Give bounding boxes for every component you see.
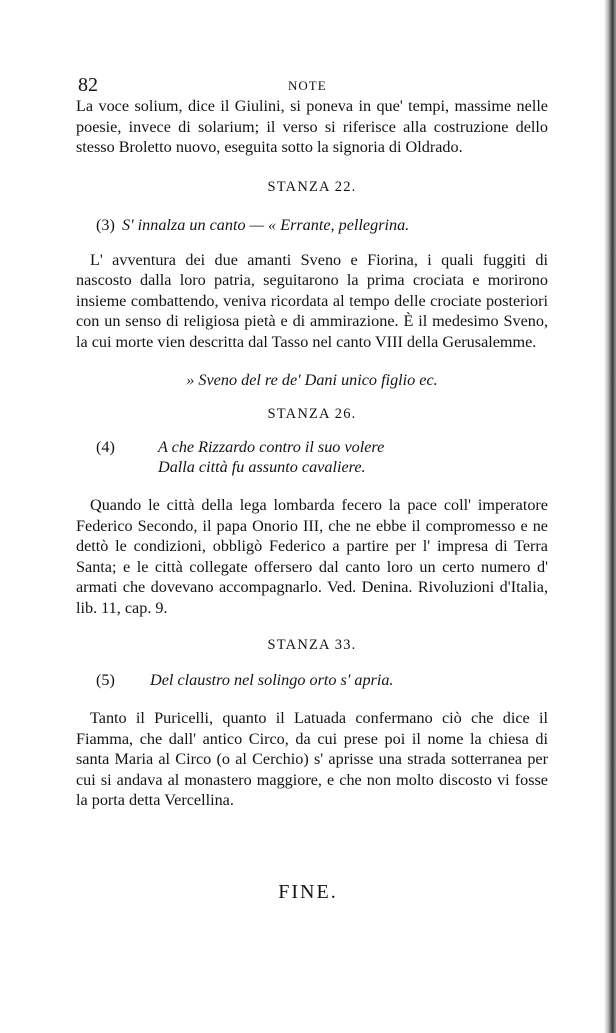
stanza-26-verse-line-2: Dalla città fu assunto cavaliere. [158, 458, 366, 476]
page-content [76, 96, 548, 811]
fine-label: FINE. [278, 881, 338, 903]
stanza-26-heading: STANZA 26. [267, 406, 357, 422]
running-title: NOTE [288, 78, 327, 93]
stanza-33-heading: STANZA 33. [267, 637, 357, 653]
stanza-26-verse [76, 437, 548, 477]
page-header [78, 74, 548, 98]
stanza-22-quote: » Sveno del re de' Dani unico figlio ec. [186, 371, 438, 389]
stanza-26-verse-number: (4) [96, 438, 115, 456]
stanza-22-heading: STANZA 22. [267, 178, 357, 195]
opening-paragraph: La voce solium, dice il Giulini, si poneva in que' tempi, massime nelle poesie, invece di solarium; il verso si riferisce alla costruzione dello stesso Broletto nuovo, eseguita sotto la signoria di Oldrado. [76, 97, 548, 156]
page-number: 82 [78, 74, 98, 96]
stanza-22-verse [76, 215, 548, 235]
stanza-22-verse-number: (3) [96, 215, 115, 234]
stanza-26-verse-line-1: A che Rizzardo contro il suo volere [158, 438, 385, 456]
stanza-26-paragraph: Quando le città della lega lombarda fecero la pace coll' imperatore Federico Secondo, il papa Onorio III, che ne ebbe il compromesso e ne dettò le condizioni, obbligò Federico a partire per l' impresa di Terra Santa; e le città collegate offersero dal canto loro un certo numero d' armati che dovevano accompagnarlo. Ved. Denina. Rivoluzioni d'Italia, lib. 11, cap. 9. [76, 496, 548, 617]
page-edge-shadow [604, 0, 616, 1033]
stanza-26-verse-lines [158, 437, 548, 477]
stanza-22-verse-text: S' innalza un canto — « Errante, pellegrina. [122, 215, 410, 234]
stanza-33-verse-text: Del claustro nel solingo orto s' apria. [150, 671, 394, 689]
stanza-22-paragraph: L' avventura dei due amanti Sveno e Fiorina, i quali fuggiti di nascosto dalla loro patria, seguitarono la prima crociata e morirono insieme combattendo, veniva ricordata al tempo delle crociate posteriori con un senso di religiosa pietà e di ammirazione. È il medesimo Sveno, la cui morte vien descritta dal Tasso nel canto VIII della Gerusalemme. [76, 250, 548, 351]
stanza-33-verse-number: (5) [96, 671, 115, 689]
stanza-33-verse [76, 670, 548, 690]
stanza-33-paragraph: Tanto il Puricelli, quanto il Latuada confermano ciò che dice il Fiamma, che dall' antico Circo, da cui prese poi il nome la chiesa di santa Maria al Circo (o al Cerchio) s' aprisse una strada sotterranea per cui si andava al monastero maggiore, e che non molto discosto vi fosse la porta detta Vercellina. [76, 709, 548, 809]
